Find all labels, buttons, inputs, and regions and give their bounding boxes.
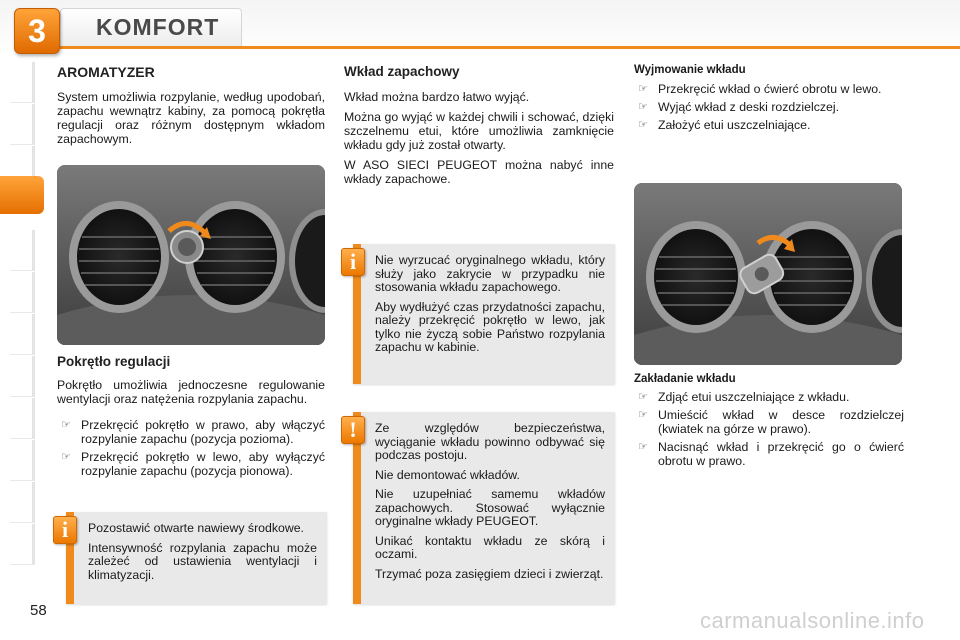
pointing-hand-icon: ☞ <box>638 119 648 131</box>
side-tab[interactable] <box>10 314 35 355</box>
warning-text: Nie demontować wkładów. <box>375 467 520 482</box>
section-title-cartridge: Wkład zapachowy <box>344 64 460 79</box>
side-tab[interactable] <box>10 440 35 481</box>
side-tab[interactable] <box>10 482 35 523</box>
side-tab[interactable] <box>10 398 35 439</box>
vent-photo-cartridge <box>634 183 902 365</box>
pointing-hand-icon: ☞ <box>61 419 71 431</box>
side-tab[interactable] <box>10 104 35 145</box>
vent-photo-knob <box>57 165 325 345</box>
knob-description: Pokrętło umożliwia jednoczesne regulowanie wentylacji oraz natężenia rozpylania zapachu. <box>57 378 325 406</box>
knob-instructions-list <box>57 418 325 482</box>
warning-icon: ! <box>341 416 365 444</box>
info-text: Intensywność rozpylania zapachu może zależeć od ustawienia wentylacji i klimatyzacji. <box>88 540 317 582</box>
pointing-hand-icon: ☞ <box>638 441 648 453</box>
warning-text: Ze względów bezpieczeństwa, wyciąganie wkładu powinno odbywać się podczas postoju. <box>375 421 605 462</box>
install-steps-list <box>634 390 904 472</box>
cartridge-paragraphs <box>344 90 614 186</box>
side-tab[interactable] <box>10 62 35 103</box>
list-item: ☞ Przekręcić pokrętło w lewo, aby wyłączyć rozpylanie zapachu (pozycja pionowa). <box>61 450 325 478</box>
warning-box-safety <box>353 412 615 604</box>
list-item: ☞ Nacisnąć wkład i przekręcić go o ćwierć obrotu w prawo. <box>638 440 904 468</box>
side-tab[interactable] <box>10 356 35 397</box>
warning-text: Unikać kontaktu wkładu ze skórą i oczami. <box>375 533 605 561</box>
watermark-text: carmanualsonline.info <box>700 608 925 633</box>
warning-text: Nie uzupełniać samemu wkładów zapachowych. Stosować wyłącznie oryginalne wkłady PEUGEOT. <box>375 487 605 528</box>
info-box-vents <box>66 512 327 604</box>
info-icon: i <box>53 516 77 544</box>
header-divider <box>60 46 960 49</box>
pointing-hand-icon: ☞ <box>638 101 648 113</box>
list-item: ☞ Przekręcić pokrętło w prawo, aby włączyć rozpylanie zapachu (pozycja pozioma). <box>61 418 325 446</box>
side-tab[interactable] <box>10 230 35 271</box>
install-title: Zakładanie wkładu <box>634 373 736 385</box>
list-item: ☞ Przekręcić wkład o ćwierć obrotu w lewo. <box>638 82 882 96</box>
chapter-title: KOMFORT <box>96 14 220 40</box>
info-text: Aby wydłużyć czas przydatności zapachu, należy przekręcić pokrętło w lewo, jak tylko nie życzą sobie Państwo rozpylania zapachu w kabinie. <box>375 299 605 354</box>
side-tab[interactable] <box>10 524 35 565</box>
info-text: Nie wyrzucać oryginalnego wkładu, który służy jako zakrycie w przypadku nie stosowania wkładu zapachowego. <box>375 253 605 294</box>
side-tab-active[interactable] <box>0 176 44 214</box>
paragraph: Wkład można bardzo łatwo wyjąć. <box>344 90 530 104</box>
pointing-hand-icon: ☞ <box>638 391 648 403</box>
pointing-hand-icon: ☞ <box>61 451 71 463</box>
info-text: Pozostawić otwarte nawiewy środkowe. <box>88 521 304 535</box>
side-tab[interactable] <box>10 272 35 313</box>
section-title-knob: Pokrętło regulacji <box>57 354 171 369</box>
info-box-cartridge <box>353 244 615 384</box>
info-icon: i <box>341 248 365 276</box>
list-item: ☞ Wyjąć wkład z deski rozdzielczej. <box>638 100 839 114</box>
removal-steps-list <box>634 82 904 136</box>
chapter-number-badge: 3 <box>14 8 60 54</box>
chapter-side-tabs <box>0 62 50 582</box>
page-number: 58 <box>30 602 47 619</box>
paragraph: Można go wyjąć w każdej chwili i schować, dzięki szczelnemu etui, które umożliwia zamknięcie wkładu gdy już został otwarty. <box>344 110 614 152</box>
removal-title: Wyjmowanie wkładu <box>634 64 746 76</box>
intro-text: System umożliwia rozpylanie, według upodobań, zapachu wewnątrz kabiny, za pomocą pokrętła regulacji oraz różnym dostępnym wkładom zapachowym. <box>57 90 325 146</box>
pointing-hand-icon: ☞ <box>638 409 648 421</box>
section-title-aromatyzer: AROMATYZER <box>57 64 155 80</box>
list-item: ☞ Założyć etui uszczelniające. <box>638 118 811 132</box>
paragraph: W ASO SIECI PEUGEOT można nabyć inne wkłady zapachowe. <box>344 158 614 186</box>
list-item: ☞ Zdjąć etui uszczelniające z wkładu. <box>638 390 850 404</box>
warning-text: Trzymać poza zasięgiem dzieci i zwierząt. <box>375 566 604 581</box>
list-item: ☞ Umieścić wkład w desce rozdzielczej (kwiatek na górze w prawo). <box>638 408 904 436</box>
pointing-hand-icon: ☞ <box>638 83 648 95</box>
